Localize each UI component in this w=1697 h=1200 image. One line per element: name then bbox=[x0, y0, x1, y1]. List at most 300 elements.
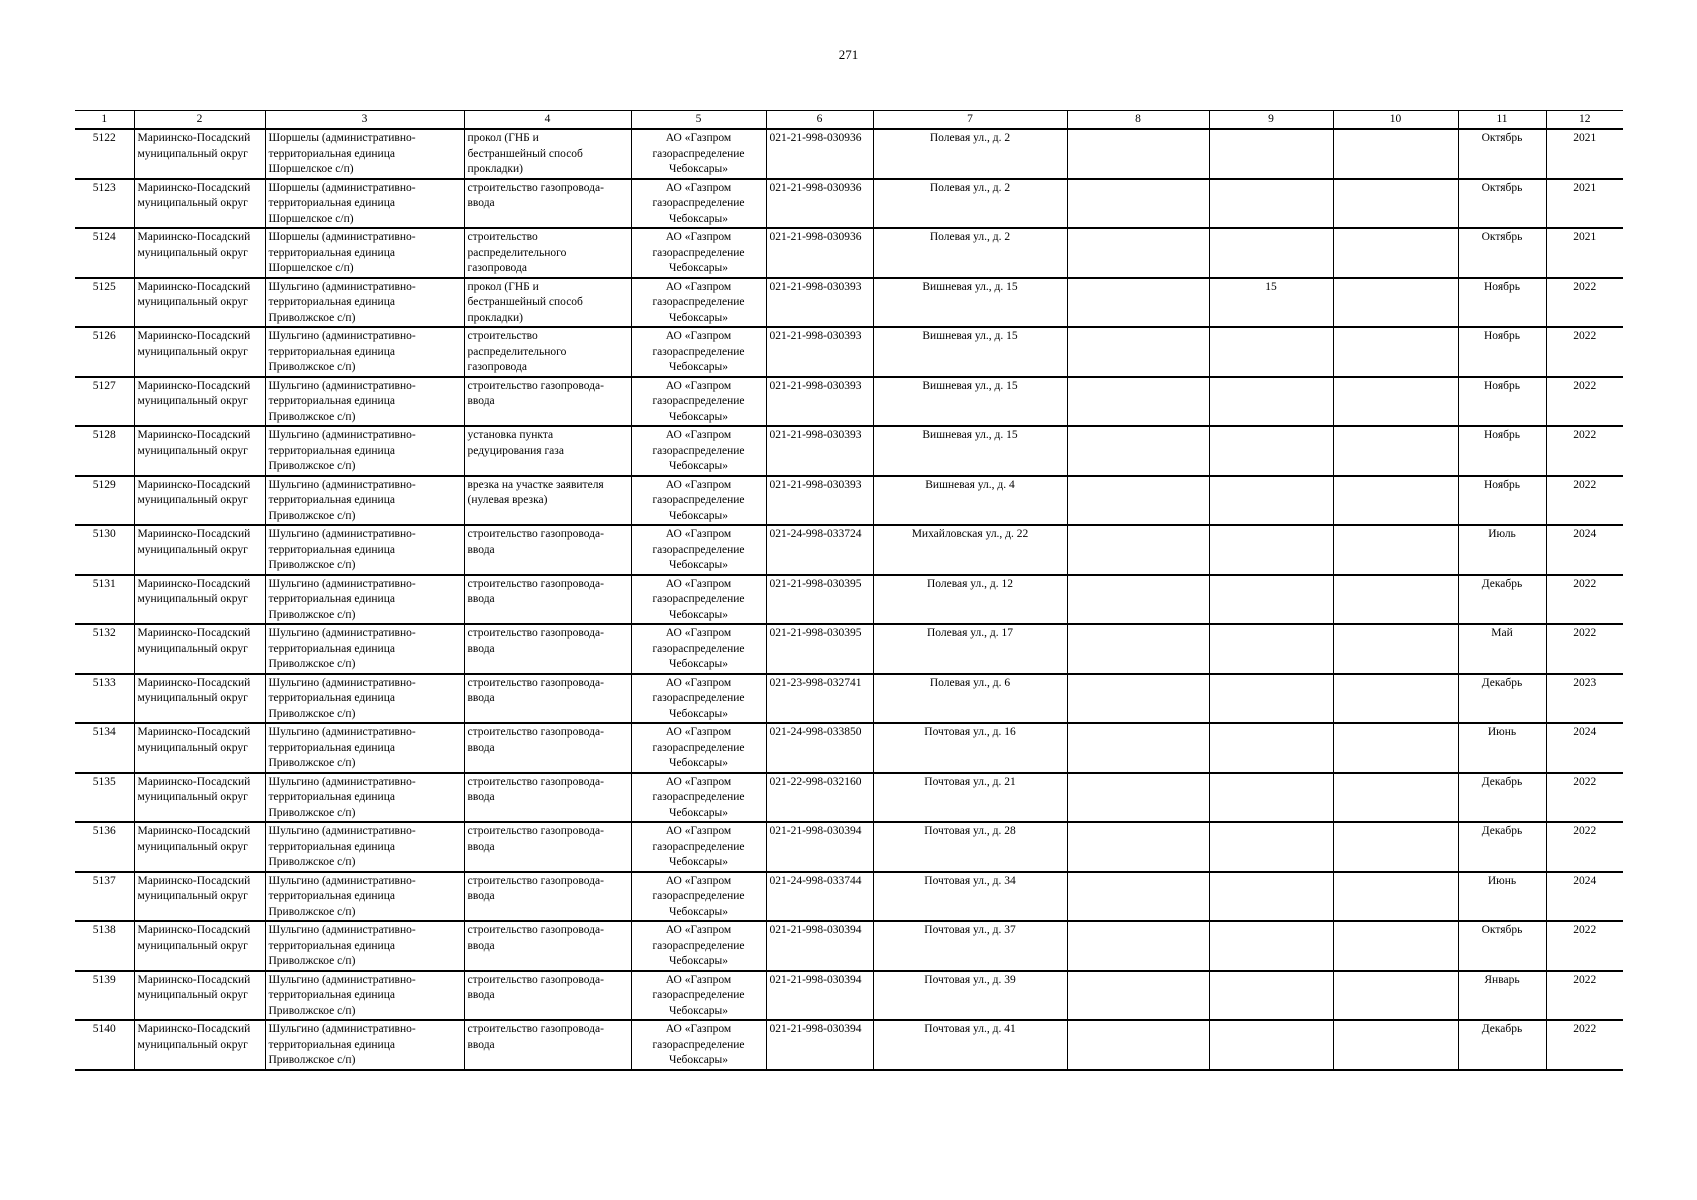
cell-text: 2022 bbox=[1573, 330, 1597, 342]
cell-application-number bbox=[766, 773, 873, 823]
cell-organization bbox=[631, 624, 766, 674]
cell-text: Шульгино (административно- территориальная единица Приволжское с/п) bbox=[268, 429, 416, 472]
cell-row-number bbox=[75, 575, 134, 625]
cell-year bbox=[1546, 228, 1623, 278]
cell-col-10 bbox=[1333, 426, 1458, 476]
cell-work-type bbox=[464, 327, 631, 377]
cell-col-9 bbox=[1209, 228, 1333, 278]
cell-col-10 bbox=[1333, 179, 1458, 229]
cell-organization bbox=[631, 575, 766, 625]
cell-month bbox=[1458, 921, 1546, 971]
table-row bbox=[75, 327, 1623, 377]
cell-row-number bbox=[75, 476, 134, 526]
cell-text: Шульгино (административно- территориальная единица Приволжское с/п) bbox=[268, 726, 416, 769]
cell-text: строительство газопровода- ввода bbox=[467, 379, 604, 407]
cell-address bbox=[873, 129, 1067, 179]
cell-text: Ноябрь bbox=[1484, 330, 1520, 342]
cell-text: 021-21-998-030394 bbox=[769, 924, 862, 936]
table-header bbox=[75, 111, 1623, 130]
cell-text: АО «Газпром газораспределение Чебоксары» bbox=[652, 1023, 745, 1066]
cell-col-8 bbox=[1067, 1020, 1209, 1070]
cell-text: 5135 bbox=[92, 775, 116, 788]
cell-col-9 bbox=[1209, 624, 1333, 674]
table-row bbox=[75, 525, 1623, 575]
cell-municipality bbox=[134, 624, 265, 674]
cell-year bbox=[1546, 822, 1623, 872]
cell-settlement bbox=[265, 872, 464, 922]
cell-address bbox=[873, 575, 1067, 625]
cell-application-number bbox=[766, 575, 873, 625]
cell-address bbox=[873, 624, 1067, 674]
cell-text: строительство газопровода- ввода bbox=[467, 726, 604, 754]
cell-address bbox=[873, 1020, 1067, 1070]
cell-text: Мариинско-Посадский муниципальный округ bbox=[137, 528, 251, 556]
cell-text: 2021 bbox=[1573, 181, 1597, 194]
cell-text: 2024 bbox=[1573, 528, 1597, 540]
cell-text: 5133 bbox=[92, 676, 116, 689]
cell-month bbox=[1458, 1020, 1546, 1070]
cell-application-number bbox=[766, 822, 873, 872]
cell-row-number bbox=[75, 278, 134, 328]
cell-row-number bbox=[75, 228, 134, 278]
cell-col-9 bbox=[1209, 674, 1333, 724]
data-table bbox=[75, 110, 1623, 1071]
cell-work-type bbox=[464, 525, 631, 575]
cell-text: 021-21-998-030394 bbox=[769, 973, 862, 986]
cell-text: Шульгино (административно- территориальная единица Приволжское с/п) bbox=[268, 676, 416, 720]
cell-col-10 bbox=[1333, 377, 1458, 427]
cell-row-number bbox=[75, 773, 134, 823]
cell-text: 5126 bbox=[92, 330, 116, 342]
cell-text: 2022 bbox=[1573, 825, 1597, 837]
cell-municipality bbox=[134, 723, 265, 773]
cell-text: АО «Газпром газораспределение Чебоксары» bbox=[652, 924, 745, 967]
cell-month bbox=[1458, 426, 1546, 476]
cell-text: 021-21-998-030395 bbox=[769, 577, 862, 590]
cell-organization bbox=[631, 723, 766, 773]
cell-settlement bbox=[265, 426, 464, 476]
cell-work-type bbox=[464, 723, 631, 773]
cell-organization bbox=[631, 476, 766, 526]
cell-text: Полевая ул., д. 2 bbox=[929, 181, 1011, 194]
cell-col-10 bbox=[1333, 723, 1458, 773]
cell-work-type bbox=[464, 278, 631, 328]
cell-year bbox=[1546, 525, 1623, 575]
cell-text: Шульгино (административно- территориальная единица Приволжское с/п) bbox=[268, 825, 416, 868]
cell-text: 5138 bbox=[92, 924, 116, 936]
cell-work-type bbox=[464, 228, 631, 278]
table-row bbox=[75, 773, 1623, 823]
cell-text: АО «Газпром газораспределение Чебоксары» bbox=[652, 429, 745, 472]
cell-row-number bbox=[75, 179, 134, 229]
cell-text: 5127 bbox=[92, 379, 116, 392]
table-row bbox=[75, 179, 1623, 229]
cell-text: Октябрь bbox=[1481, 924, 1523, 936]
table-row bbox=[75, 476, 1623, 526]
cell-month bbox=[1458, 525, 1546, 575]
cell-text: Шульгино (административно- территориальная единица Приволжское с/п) bbox=[268, 775, 416, 819]
cell-organization bbox=[631, 674, 766, 724]
cell-work-type bbox=[464, 773, 631, 823]
cell-application-number bbox=[766, 426, 873, 476]
cell-text: 5123 bbox=[92, 181, 116, 194]
column-header-9: 9 bbox=[1209, 111, 1333, 130]
cell-text: Май bbox=[1491, 627, 1513, 639]
table-row bbox=[75, 971, 1623, 1021]
cell-text: АО «Газпром газораспределение Чебоксары» bbox=[652, 528, 745, 571]
table-body bbox=[75, 129, 1623, 1070]
cell-col-8 bbox=[1067, 723, 1209, 773]
table-row bbox=[75, 377, 1623, 427]
cell-text: 021-21-998-030936 bbox=[769, 132, 862, 144]
cell-text: строительство газопровода- ввода bbox=[467, 676, 604, 704]
column-header-7: 7 bbox=[873, 111, 1067, 130]
cell-application-number bbox=[766, 179, 873, 229]
cell-text: строительство газопровода- ввода bbox=[467, 627, 604, 655]
cell-address bbox=[873, 822, 1067, 872]
cell-text: Почтовая ул., д. 39 bbox=[924, 973, 1016, 986]
cell-text: Полевая ул., д. 17 bbox=[926, 627, 1013, 639]
cell-municipality bbox=[134, 426, 265, 476]
cell-text: Декабрь bbox=[1481, 1023, 1523, 1035]
table-row bbox=[75, 822, 1623, 872]
cell-text: Полевая ул., д. 6 bbox=[929, 676, 1011, 689]
page-number: 271 bbox=[838, 47, 859, 62]
cell-col-10 bbox=[1333, 525, 1458, 575]
table-row bbox=[75, 921, 1623, 971]
cell-address bbox=[873, 872, 1067, 922]
cell-organization bbox=[631, 921, 766, 971]
cell-settlement bbox=[265, 624, 464, 674]
cell-municipality bbox=[134, 476, 265, 526]
cell-text: 021-21-998-030393 bbox=[769, 429, 862, 441]
cell-text: Декабрь bbox=[1481, 676, 1523, 689]
cell-text: Мариинско-Посадский муниципальный округ bbox=[137, 478, 251, 506]
cell-settlement bbox=[265, 1020, 464, 1070]
cell-settlement bbox=[265, 327, 464, 377]
cell-text: Вишневая ул., д. 15 bbox=[922, 379, 1018, 392]
cell-col-10 bbox=[1333, 476, 1458, 526]
cell-year bbox=[1546, 773, 1623, 823]
cell-month bbox=[1458, 674, 1546, 724]
cell-row-number bbox=[75, 674, 134, 724]
cell-text: АО «Газпром газораспределение Чебоксары» bbox=[652, 627, 745, 670]
cell-text: Шульгино (административно- территориальная единица Приволжское с/п) bbox=[268, 577, 416, 621]
cell-row-number bbox=[75, 624, 134, 674]
cell-organization bbox=[631, 228, 766, 278]
cell-col-8 bbox=[1067, 921, 1209, 971]
cell-col-10 bbox=[1333, 278, 1458, 328]
cell-application-number bbox=[766, 1020, 873, 1070]
column-header-2: 2 bbox=[134, 111, 265, 130]
cell-text: строительство газопровода- ввода bbox=[467, 181, 604, 209]
cell-text: Октябрь bbox=[1481, 132, 1523, 144]
cell-text: 2022 bbox=[1573, 973, 1597, 986]
cell-settlement bbox=[265, 822, 464, 872]
cell-col-9 bbox=[1209, 327, 1333, 377]
cell-text: строительство газопровода- ввода bbox=[467, 528, 604, 556]
cell-col-8 bbox=[1067, 476, 1209, 526]
cell-application-number bbox=[766, 971, 873, 1021]
cell-col-9 bbox=[1209, 822, 1333, 872]
cell-text: АО «Газпром газораспределение Чебоксары» bbox=[652, 577, 745, 621]
cell-text: Мариинско-Посадский муниципальный округ bbox=[137, 181, 251, 209]
cell-text: 021-24-998-033744 bbox=[769, 874, 862, 887]
cell-text: Июнь bbox=[1487, 726, 1517, 738]
cell-work-type bbox=[464, 921, 631, 971]
cell-text: Шульгино (административно- территориальная единица Приволжское с/п) bbox=[268, 874, 416, 918]
cell-work-type bbox=[464, 575, 631, 625]
cell-row-number bbox=[75, 921, 134, 971]
cell-year bbox=[1546, 327, 1623, 377]
cell-text: 2024 bbox=[1573, 874, 1597, 887]
cell-text: строительство газопровода- ввода bbox=[467, 775, 604, 803]
cell-application-number bbox=[766, 327, 873, 377]
cell-municipality bbox=[134, 377, 265, 427]
cell-address bbox=[873, 426, 1067, 476]
cell-municipality bbox=[134, 822, 265, 872]
cell-text: Мариинско-Посадский муниципальный округ bbox=[137, 379, 251, 407]
cell-text: Вишневая ул., д. 15 bbox=[922, 330, 1018, 342]
cell-col-9 bbox=[1209, 426, 1333, 476]
cell-text: Михайловская ул., д. 22 bbox=[911, 528, 1029, 540]
cell-text: строительство газопровода- ввода bbox=[467, 874, 604, 902]
cell-application-number bbox=[766, 723, 873, 773]
cell-organization bbox=[631, 872, 766, 922]
cell-text: 5137 bbox=[92, 874, 116, 887]
cell-text: 2021 bbox=[1573, 132, 1597, 144]
cell-text: Июль bbox=[1488, 528, 1516, 540]
cell-text: Вишневая ул., д. 15 bbox=[922, 429, 1018, 441]
cell-col-8 bbox=[1067, 327, 1209, 377]
cell-settlement bbox=[265, 674, 464, 724]
cell-settlement bbox=[265, 179, 464, 229]
cell-row-number bbox=[75, 723, 134, 773]
cell-work-type bbox=[464, 426, 631, 476]
cell-text: 5129 bbox=[92, 478, 116, 491]
cell-col-10 bbox=[1333, 921, 1458, 971]
cell-text: 5140 bbox=[92, 1023, 116, 1035]
cell-text: Октябрь bbox=[1481, 181, 1523, 194]
cell-text: АО «Газпром газораспределение Чебоксары» bbox=[652, 181, 745, 225]
cell-settlement bbox=[265, 525, 464, 575]
table-row bbox=[75, 278, 1623, 328]
cell-text: Шульгино (административно- территориальная единица Приволжское с/п) bbox=[268, 627, 416, 670]
cell-text: Почтовая ул., д. 21 bbox=[924, 775, 1016, 788]
cell-address bbox=[873, 921, 1067, 971]
cell-month bbox=[1458, 575, 1546, 625]
cell-work-type bbox=[464, 179, 631, 229]
cell-year bbox=[1546, 674, 1623, 724]
cell-text: АО «Газпром газораспределение Чебоксары» bbox=[652, 280, 745, 324]
table-row bbox=[75, 1020, 1623, 1070]
cell-text: АО «Газпром газораспределение Чебоксары» bbox=[652, 874, 745, 918]
cell-text: Шоршелы (административно- территориальная единица Шоршелское с/п) bbox=[268, 181, 416, 225]
cell-settlement bbox=[265, 278, 464, 328]
cell-col-8 bbox=[1067, 575, 1209, 625]
cell-text: 2022 bbox=[1573, 280, 1597, 293]
cell-text: 2022 bbox=[1573, 627, 1597, 639]
cell-year bbox=[1546, 575, 1623, 625]
cell-text: АО «Газпром газораспределение Чебоксары» bbox=[652, 775, 745, 819]
cell-col-9 bbox=[1209, 1020, 1333, 1070]
cell-application-number bbox=[766, 674, 873, 724]
cell-text: Вишневая ул., д. 4 bbox=[925, 478, 1015, 491]
cell-month bbox=[1458, 377, 1546, 427]
cell-text: установка пункта редуцирования газа bbox=[467, 429, 564, 457]
cell-municipality bbox=[134, 179, 265, 229]
cell-col-9 bbox=[1209, 971, 1333, 1021]
column-header-1: 1 bbox=[75, 111, 134, 130]
cell-col-9 bbox=[1209, 575, 1333, 625]
cell-col-10 bbox=[1333, 971, 1458, 1021]
cell-col-8 bbox=[1067, 674, 1209, 724]
cell-text: 2022 bbox=[1573, 775, 1597, 788]
cell-text: 021-22-998-032160 bbox=[769, 775, 862, 788]
cell-row-number bbox=[75, 822, 134, 872]
cell-work-type bbox=[464, 872, 631, 922]
cell-text: Шульгино (административно- территориальная единица Приволжское с/п) bbox=[268, 973, 416, 1017]
table-row bbox=[75, 426, 1623, 476]
cell-work-type bbox=[464, 476, 631, 526]
cell-text: 021-21-998-030936 bbox=[769, 231, 862, 243]
cell-address bbox=[873, 179, 1067, 229]
cell-text: Мариинско-Посадский муниципальный округ bbox=[137, 132, 251, 160]
cell-text: 5132 bbox=[92, 627, 116, 639]
cell-text: Мариинско-Посадский муниципальный округ bbox=[137, 874, 251, 902]
cell-organization bbox=[631, 822, 766, 872]
cell-text: строительство распределительного газопровода bbox=[467, 231, 567, 274]
column-header-8: 8 bbox=[1067, 111, 1209, 130]
cell-col-8 bbox=[1067, 129, 1209, 179]
cell-year bbox=[1546, 476, 1623, 526]
cell-work-type bbox=[464, 822, 631, 872]
cell-application-number bbox=[766, 278, 873, 328]
cell-text: 021-21-998-030936 bbox=[769, 181, 862, 194]
cell-text: Мариинско-Посадский муниципальный округ bbox=[137, 330, 251, 358]
table-row bbox=[75, 228, 1623, 278]
cell-col-10 bbox=[1333, 575, 1458, 625]
cell-municipality bbox=[134, 921, 265, 971]
cell-organization bbox=[631, 971, 766, 1021]
cell-text: строительство распределительного газопровода bbox=[467, 330, 567, 373]
cell-application-number bbox=[766, 129, 873, 179]
cell-col-8 bbox=[1067, 525, 1209, 575]
cell-text: АО «Газпром газораспределение Чебоксары» bbox=[652, 330, 745, 373]
cell-settlement bbox=[265, 377, 464, 427]
cell-text: АО «Газпром газораспределение Чебоксары» bbox=[652, 478, 745, 522]
cell-row-number bbox=[75, 377, 134, 427]
cell-text: 021-24-998-033724 bbox=[769, 528, 862, 540]
cell-col-9 bbox=[1209, 773, 1333, 823]
cell-text: строительство газопровода- ввода bbox=[467, 1023, 604, 1051]
cell-application-number bbox=[766, 872, 873, 922]
cell-col-9 bbox=[1209, 872, 1333, 922]
cell-year bbox=[1546, 129, 1623, 179]
cell-text: АО «Газпром газораспределение Чебоксары» bbox=[652, 726, 745, 769]
cell-row-number bbox=[75, 426, 134, 476]
column-header-11: 11 bbox=[1458, 111, 1546, 130]
cell-text: АО «Газпром газораспределение Чебоксары» bbox=[652, 379, 745, 423]
cell-text: Мариинско-Посадский муниципальный округ bbox=[137, 726, 251, 754]
cell-text: Шульгино (административно- территориальная единица Приволжское с/п) bbox=[268, 280, 416, 324]
column-header-12: 12 bbox=[1546, 111, 1623, 130]
cell-year bbox=[1546, 179, 1623, 229]
cell-text: 5128 bbox=[92, 429, 116, 441]
column-header-4: 4 bbox=[464, 111, 631, 130]
cell-text: 021-21-998-030393 bbox=[769, 379, 862, 392]
cell-text: 5125 bbox=[92, 280, 116, 293]
cell-work-type bbox=[464, 674, 631, 724]
cell-application-number bbox=[766, 476, 873, 526]
cell-text: врезка на участке заявителя (нулевая врезка) bbox=[467, 478, 604, 506]
cell-col-10 bbox=[1333, 624, 1458, 674]
cell-address bbox=[873, 327, 1067, 377]
cell-work-type bbox=[464, 1020, 631, 1070]
cell-year bbox=[1546, 278, 1623, 328]
cell-col-8 bbox=[1067, 971, 1209, 1021]
cell-text: Шульгино (административно- территориальная единица Приволжское с/п) bbox=[268, 379, 416, 423]
cell-col-9 bbox=[1209, 723, 1333, 773]
cell-month bbox=[1458, 228, 1546, 278]
cell-col-9 bbox=[1209, 278, 1333, 328]
cell-col-10 bbox=[1333, 327, 1458, 377]
cell-text: Мариинско-Посадский муниципальный округ bbox=[137, 577, 251, 605]
cell-address bbox=[873, 773, 1067, 823]
cell-col-9 bbox=[1209, 525, 1333, 575]
column-header-3: 3 bbox=[265, 111, 464, 130]
cell-settlement bbox=[265, 129, 464, 179]
cell-text: 2022 bbox=[1573, 577, 1597, 590]
cell-work-type bbox=[464, 129, 631, 179]
cell-text: Почтовая ул., д. 34 bbox=[924, 874, 1016, 887]
cell-col-8 bbox=[1067, 822, 1209, 872]
cell-row-number bbox=[75, 525, 134, 575]
cell-municipality bbox=[134, 278, 265, 328]
cell-month bbox=[1458, 278, 1546, 328]
column-header-6: 6 bbox=[766, 111, 873, 130]
cell-text: 2024 bbox=[1573, 726, 1597, 738]
cell-municipality bbox=[134, 1020, 265, 1070]
cell-settlement bbox=[265, 228, 464, 278]
cell-settlement bbox=[265, 773, 464, 823]
cell-text: Январь bbox=[1484, 973, 1520, 986]
cell-text: 021-21-998-030393 bbox=[769, 330, 862, 342]
cell-text: 021-21-998-030394 bbox=[769, 1023, 862, 1035]
cell-row-number bbox=[75, 971, 134, 1021]
cell-text: Ноябрь bbox=[1484, 379, 1520, 392]
cell-text: Декабрь bbox=[1481, 825, 1523, 837]
cell-organization bbox=[631, 129, 766, 179]
cell-col-10 bbox=[1333, 674, 1458, 724]
cell-month bbox=[1458, 971, 1546, 1021]
table-row bbox=[75, 674, 1623, 724]
cell-text: 021-24-998-033850 bbox=[769, 726, 862, 738]
cell-row-number bbox=[75, 872, 134, 922]
cell-organization bbox=[631, 773, 766, 823]
cell-col-10 bbox=[1333, 773, 1458, 823]
cell-year bbox=[1546, 624, 1623, 674]
cell-settlement bbox=[265, 921, 464, 971]
cell-col-9 bbox=[1209, 476, 1333, 526]
cell-address bbox=[873, 278, 1067, 328]
cell-month bbox=[1458, 129, 1546, 179]
cell-municipality bbox=[134, 575, 265, 625]
cell-text: Мариинско-Посадский муниципальный округ bbox=[137, 627, 251, 655]
cell-col-8 bbox=[1067, 377, 1209, 427]
cell-text: 021-21-998-030394 bbox=[769, 825, 862, 837]
cell-text: Ноябрь bbox=[1484, 478, 1520, 491]
